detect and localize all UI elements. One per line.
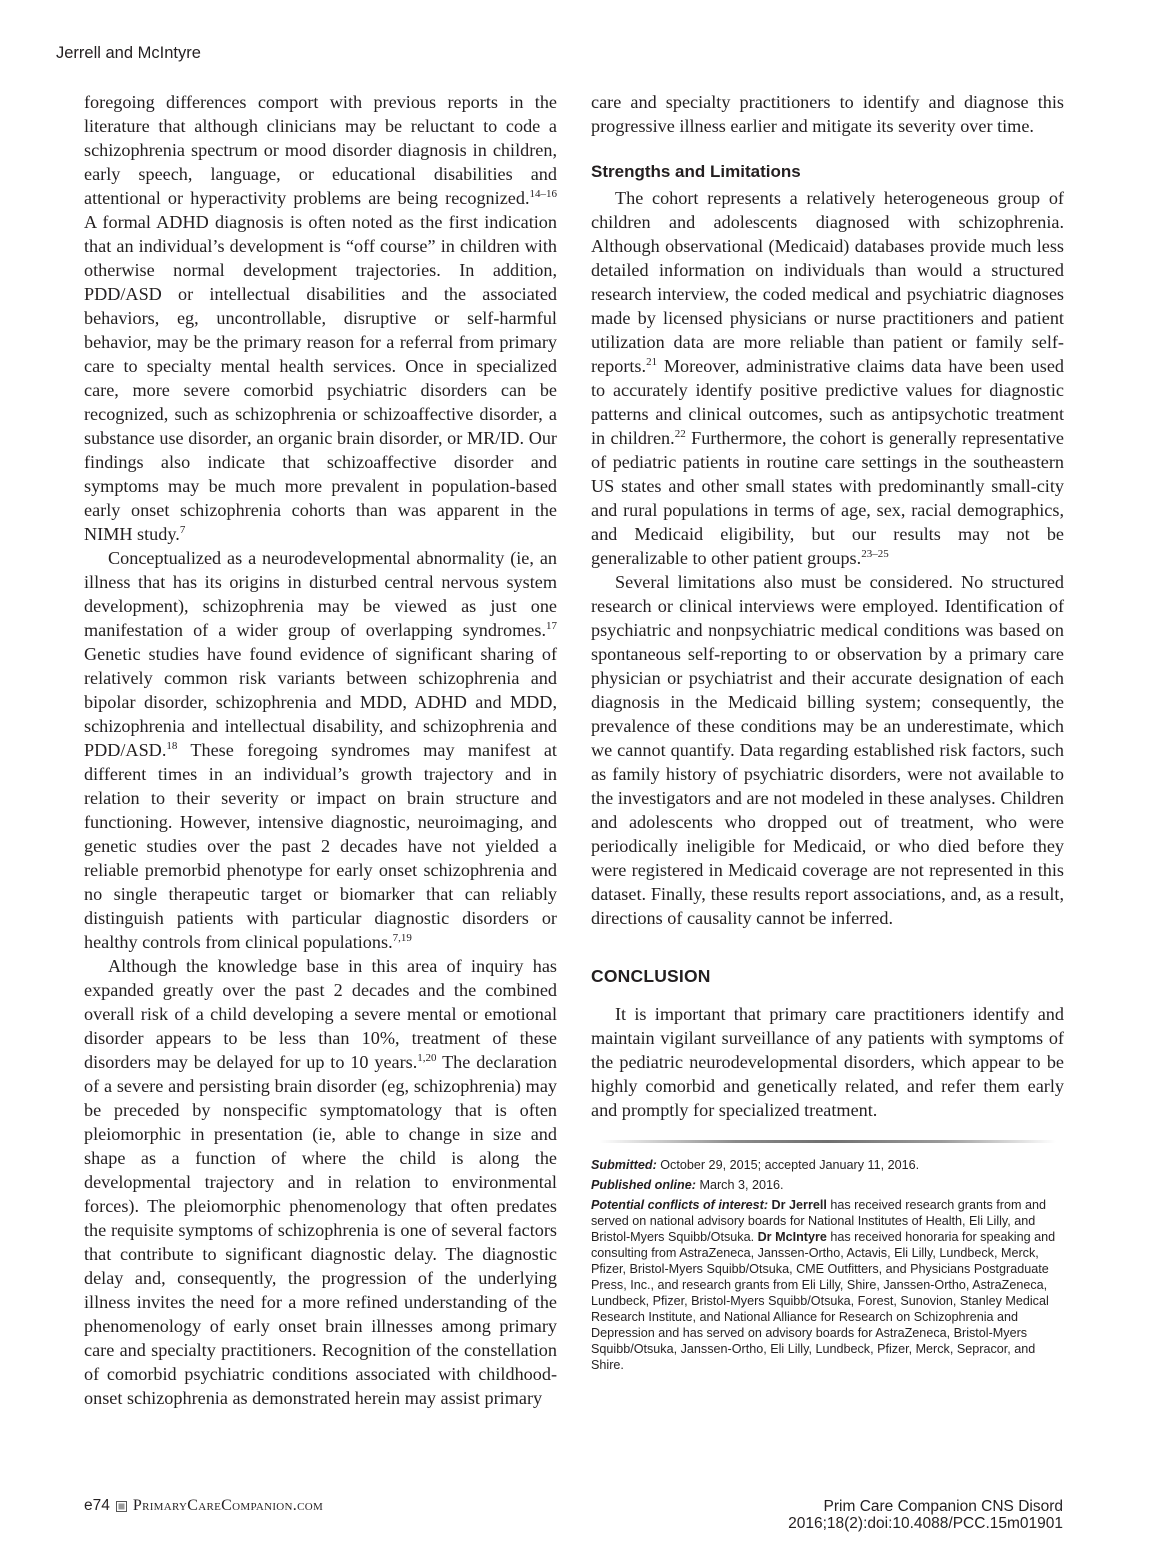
section-heading: CONCLUSION <box>591 966 711 986</box>
footer-left <box>84 1497 323 1515</box>
right-column <box>591 90 1064 1377</box>
text: Moreover, administrative claims data have been used to accurately identify positive predictive values for diagnostic patterns and clinical outcomes, such as antipsychotic treatment in children. <box>591 356 1064 448</box>
text: Conceptualized as a neurodevelopmental abnormality (ie, an illness that has its origins in disturbed central nervous system development), schizophrenia may be viewed as just one manifestation of a wider group of overlapping syndromes. <box>84 548 557 640</box>
text: March 3, 2016. <box>695 1178 784 1192</box>
citation-ref: 23–25 <box>861 548 889 560</box>
citation-ref: 7 <box>179 524 186 536</box>
citation-ref: 22 <box>674 428 686 440</box>
citation-ref: 18 <box>166 740 178 752</box>
citation-ref: 7,19 <box>392 932 412 944</box>
author-name: Dr Jerrell <box>768 1198 827 1212</box>
citation-ref: 1,20 <box>417 1052 437 1064</box>
citation-ref: 14–16 <box>529 188 557 200</box>
text: October 29, 2015; accepted January 11, 2016. <box>656 1158 920 1172</box>
label: Submitted: <box>591 1158 657 1172</box>
text: The declaration of a severe and persisting brain disorder (eg, schizophrenia) may be preceded by nonspecific symptomatology that is often pleiomorphic in presentation (ie, able to change in size and shape as a function of where the child is along the developmental trajectory and in relation to environmental forces). The pleiomorphic phenomenology that often predates the requisite symptoms of schizophrenia is one of several factors that contribute to significant diagnostic delay. The diagnostic delay and, consequently, the progression of the underlying illness invites the need for a more refined understanding of the phenomenology of early onset brain illnesses among primary care and specialty practitioners. Recognition of the constellation of comorbid psychiatric conditions associated with childhood-onset schizophrenia as demonstrated herein may assist primary <box>84 1052 557 1408</box>
text: has received research grants from and served on national advisory boards for National Institutes of Health, Eli Lilly, and Bristol-Myers Squibb/Otsuka. <box>591 1198 1046 1244</box>
conflicts-note <box>591 1197 1064 1373</box>
text: foregoing differences comport with previous reports in the literature that although clinicians may be reluctant to code a schizophrenia spectrum or mood disorder diagnosis in children, early speech, language, or educational disabilities and attentional or hyperactivity problems are being recognized. <box>84 92 557 208</box>
label: Published online: <box>591 1178 696 1192</box>
text: Although the knowledge base in this area of inquiry has expanded greatly over the past 2 decades and the combined overall risk of a child developing a severe mental or emotional disorder appears to be less than 10%, treatment of these disorders may be delayed for up to 10 years. <box>84 956 557 1072</box>
author-name: Dr McIntyre <box>754 1230 827 1244</box>
published-note <box>591 1177 1064 1193</box>
text: A formal ADHD diagnosis is often noted as the first indication that an individual’s development is “off course” in children with otherwise normal development trajectories. In addition, PDD/ASD or intellectual disabilities and the associated behaviors, eg, uncontrollable, disruptive or self-harmful behavior, may be the primary reason for a referral from primary care to specialty mental health services. Once in specialized care, more severe comorbid psychiatric disorders can be recognized, such as schizophrenia or schizoaffective disorder, a substance use disorder, an organic brain disorder, or MR/ID. Our findings also indicate that schizoaffective disorder and symptoms may be much more prevalent in population-based early onset schizophrenia cohorts than was apparent in the NIMH study. <box>84 212 557 544</box>
article-notes <box>591 1157 1064 1373</box>
text: has received honoraria for speaking and consulting from AstraZeneca, Janssen-Ortho, Actavis, Eli Lilly, Lundbeck, Merck, Pfizer, Bristol-Myers Squibb/Otsuka, CME Outfitters, and Physicians Postgraduate Press, Inc., and research grants from Eli Lilly, Shire, Janssen-Ortho, AstraZeneca, Lundbeck, Pfizer, Bristol-Myers Squibb/Otsuka, Forest, Sunovion, Stanley Medical Research Institute, and National Alliance for Research on Schizophrenia and Depression and has served on advisory boards for AstraZeneca, Bristol-Myers Squibb/Otsuka, Janssen-Ortho, Eli Lilly, Lundbeck, Pfizer, Merck, Sepracor, and Shire. <box>591 1230 1056 1372</box>
page-number: e74 <box>84 1497 110 1514</box>
paragraph <box>84 90 557 546</box>
citation-ref: 21 <box>646 356 658 368</box>
submitted-note <box>591 1157 1064 1173</box>
citation-doi: 2016;18(2):doi:10.4088/PCC.15m01901 <box>788 1515 1063 1532</box>
conclusion-paragraph: It is important that primary care practitioners identify and maintain vigilant surveillance of any patients with symptoms of the pediatric neurodevelopmental disorders, which appear to be highly comorbid and genetically related, and refer them early and promptly for specialized treatment. <box>591 1004 1064 1120</box>
citation-ref: 17 <box>546 620 557 632</box>
site-link[interactable]: PrimaryCareCompanion.com <box>132 1497 324 1514</box>
divider <box>599 1140 1056 1143</box>
square-bullet-icon <box>116 1501 127 1512</box>
label: Potential conflicts of interest: <box>591 1198 769 1212</box>
paragraph <box>84 954 557 1410</box>
journal-name: Prim Care Companion CNS Disord <box>823 1498 1063 1515</box>
paragraph: care and specialty practitioners to identify and diagnose this progressive illness earlier and mitigate its severity over time. <box>591 92 1064 136</box>
section-subheading: Strengths and Limitations <box>591 162 801 181</box>
paragraph <box>591 186 1064 570</box>
footer-right <box>788 1498 1063 1532</box>
text: These foregoing syndromes may manifest at different times in an individual’s growth trajectory and in relation to their severity or impact on brain structure and functioning. However, intensive diagnostic, neuroimaging, and genetic studies over the past 2 decades have not yielded a reliable premorbid phenotype for early onset schizophrenia and no single therapeutic target or biomarker that can reliably distinguish patients with particular diagnostic disorders or healthy controls from clinical populations. <box>84 740 557 952</box>
paragraph <box>84 546 557 954</box>
text: Furthermore, the cohort is generally representative of pediatric patients in routine care settings in the southeastern US states and other small states with predominantly small-city and rural populations in terms of age, sex, racial demographics, and Medicaid eligibility, but our results may not be generalizable to other patient groups. <box>591 428 1064 568</box>
text: Genetic studies have found evidence of significant sharing of relatively common risk variants between schizophrenia and bipolar disorder, schizophrenia and MDD, ADHD and MDD, schizophrenia and intellectual disability, and schizophrenia and PDD/ASD. <box>84 644 557 760</box>
paragraph: Several limitations also must be considered. No structured research or clinical interviews were employed. Identification of psychiatric and nonpsychiatric medical conditions was based on spontaneous self-reporting to or observation by a primary care physician or psychiatrist and their accurate designation of each diagnosis in the Medicaid billing system; consequently, the prevalence of these conditions may be an underestimate, which we cannot quantify. Data regarding established risk factors, such as family history of psychiatric disorders, were not available to the investigators and are not modeled in these analyses. Children and adolescents who dropped out of treatment, who were periodically ineligible for Medicaid, or who died before they were registered in Medicaid coverage are not represented in this dataset. Finally, these results report associations, and, as a result, directions of causality cannot be inferred. <box>591 572 1064 928</box>
text: The cohort represents a relatively heterogeneous group of children and adolescents diagnosed with schizophrenia. Although observational (Medicaid) databases provide much less detailed information on individuals than would a structured research interview, the coded medical and psychiatric diagnoses made by licensed physicians or nurse practitioners and patient utilization data are more reliable than patient or family self-reports. <box>591 188 1064 376</box>
running-head: Jerrell and McIntyre <box>56 44 201 62</box>
left-column <box>84 90 557 1410</box>
